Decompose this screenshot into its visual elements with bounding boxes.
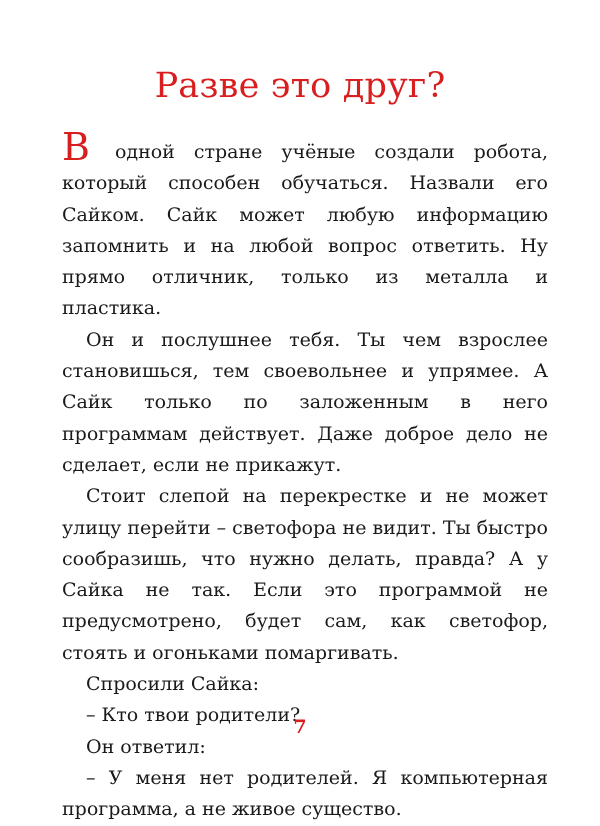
paragraph-3: Стоит слепой на перекрестке и не может улицу перейти – светофора не видит. Ты быстро сообразишь, что нужно делать, правда? А у Сайка не так. Если это программой не предусмотрено, будет сам, как светофор, стоять и огоньками помаргивать.	[62, 485, 548, 664]
page-number: 7	[293, 716, 307, 738]
paragraph-1	[62, 125, 548, 325]
chapter-title: Разве это друг?	[154, 66, 446, 106]
dialogue-line-2: – У меня нет родителей. Я компьютерная программа, а не живое существо.	[62, 766, 548, 821]
paragraph-2: Он и послушнее тебя. Ты чем взрослее становишься, тем своевольнее и упрямее. А Сайк только по заложенным в него программам действует. Даже доброе дело не сделает, если не прикажут.	[62, 328, 548, 476]
dialogue-line-1: – Кто твои родители?	[86, 704, 301, 727]
paragraph-1-text: одной стране учёные создали робота, который способен обучаться. Назвали его Сайком. Сайк может любую информацию запомнить и на любой вопрос ответить. Ну прямо отличник, только из металла и пластика.	[62, 141, 548, 320]
paragraph-5: Он ответил:	[86, 735, 206, 758]
drop-cap: В	[62, 125, 90, 169]
paragraph-4: Спросили Сайка:	[86, 673, 260, 696]
